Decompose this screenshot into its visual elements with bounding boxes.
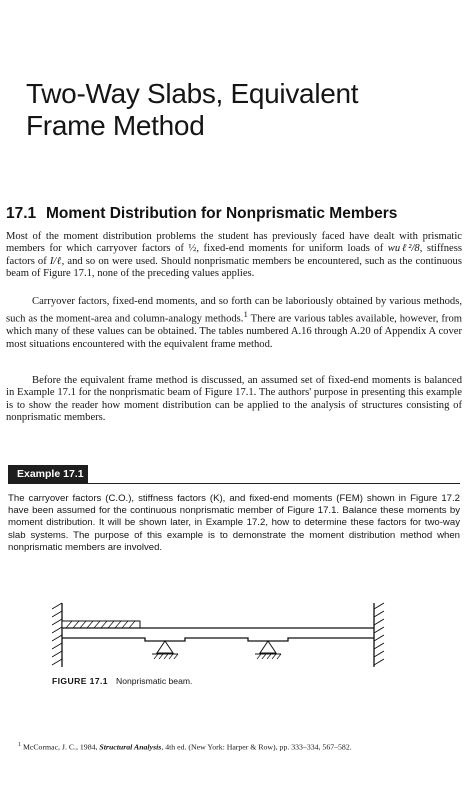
- left-wall-hatch: [52, 603, 62, 665]
- footnote-book-title: Structural Analysis: [99, 742, 162, 752]
- example-divider: [8, 483, 460, 484]
- figure-caption-text: Nonprismatic beam.: [115, 676, 193, 686]
- figure-caption: [52, 676, 192, 686]
- formula-uniform-load-moment: wuℓ²/8: [387, 243, 420, 255]
- footnote-reference: 1: [243, 309, 248, 320]
- pin-support-2: [255, 641, 281, 659]
- footnote-text-b: , 4th ed. (New York: Harper & Row), pp. 333–334, 567–582.: [161, 742, 352, 752]
- chapter-title-line-1: Two-Way Slabs, Equivalent: [26, 78, 359, 109]
- paragraph-2-text-b: There are various tables available, however, from which many of these values can be obtained. The tables numbered A.16 through A.20 of Appendix A cover most situations encountered with the equivalent frame method.: [6, 313, 462, 350]
- paragraph-1-text-d: , and so on were used. Should nonprismatic members be encountered, such as the continuous beam of Figure 17.1, none of the preceding values applies.: [6, 255, 462, 280]
- right-wall-hatch: [374, 603, 384, 665]
- paragraph-1-text-a: Most of the moment distribution problems the student has previously faced have dealt with prismatic members for which carryover factors of: [6, 231, 462, 255]
- footnote-marker: 1: [18, 742, 21, 748]
- paragraph-1-text-c: , stiffness factors of: [6, 243, 462, 267]
- example-text: The carryover factors (C.O.), stiffness factors (K), and fixed-end moments (FEM) shown in Figure 17.2 have been assumed for the continuous nonprismatic member of Figure 17.1. Balance these moments by moment distribution. It will be shown later, in Example 17.2, how to determine these factors for two-way slab systems. The purpose of this example is to demonstrate the moment distribution method when nonprismatic members are involved.: [8, 493, 460, 553]
- figure-label: FIGURE 17.1: [52, 676, 108, 686]
- section-title: Moment Distribution for Nonprismatic Members: [46, 205, 398, 222]
- paragraph-3: Before the equivalent frame method is discussed, an assumed set of fixed-end moments is balanced in Example 17.1 for the nonprismatic beam of Figure 17.1. The authors' purpose in presenting this example is to show the reader how moment distribution can be applied to the analysis of structures consisting of nonprismatic members.: [6, 375, 462, 424]
- chapter-title: [26, 78, 446, 142]
- footnote: [18, 742, 458, 752]
- paragraph-2: [6, 296, 462, 351]
- paragraph-1: [6, 231, 462, 281]
- section-number: 17.1: [6, 205, 37, 222]
- paragraph-2-text-a: Carryover factors, fixed-end moments, and so forth can be laboriously obtained by various methods, such as the moment-area and column-analogy methods.: [6, 296, 462, 325]
- section-heading: [6, 205, 466, 223]
- nonprismatic-beam-figure: [40, 593, 390, 671]
- footnote-text-a: McCormac, J. C., 1984,: [21, 742, 100, 752]
- formula-stiffness: I/ℓ: [49, 255, 62, 267]
- chapter-title-line-2: Frame Method: [26, 110, 205, 141]
- example-label: Example 17.1: [8, 465, 88, 484]
- beam-bottom-profile: [62, 638, 374, 641]
- pin-support-1: [152, 641, 178, 659]
- fraction-one-half: ½: [188, 243, 197, 255]
- paragraph-1-text-b: , fixed-end moments for uniform loads of: [196, 243, 388, 255]
